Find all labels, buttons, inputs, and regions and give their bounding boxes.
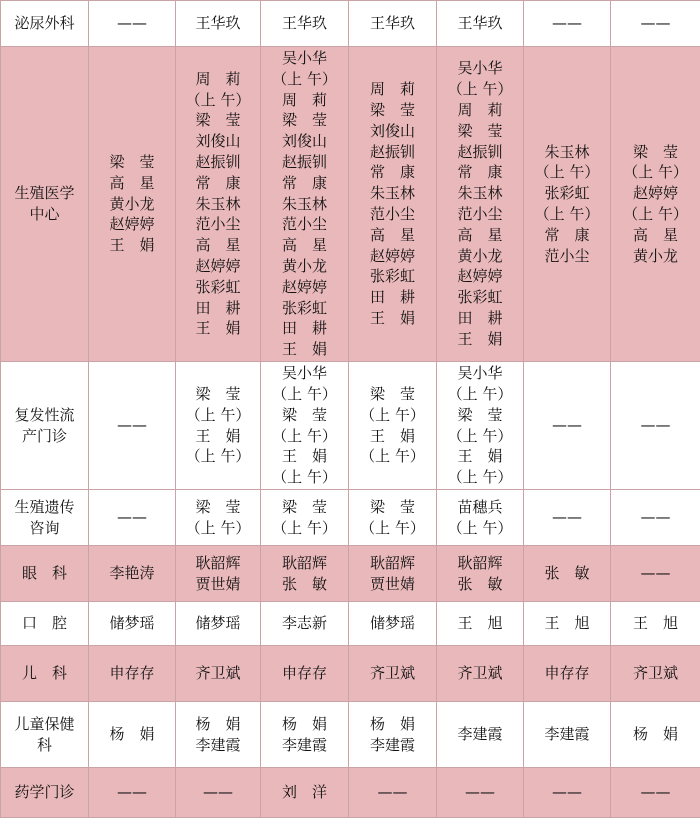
schedule-cell: 吴小华 （上 午） 周 莉 梁 莹 刘俊山 赵振钏 常 康 朱玉林 范小尘 高 星 黄小龙 赵婷婷 张彩虹 田 耕 王 娟 [261, 47, 349, 362]
table-row [1, 602, 700, 646]
schedule-cell: 申存存 [524, 646, 611, 702]
schedule-cell: 吴小华 （上 午） 梁 莹 （上 午） 王 娟 （上 午） [437, 362, 524, 490]
table-row [1, 702, 700, 768]
schedule-cell: 储梦瑶 [89, 602, 176, 646]
schedule-cell: —— [89, 1, 176, 47]
department-name: 复发性流 产门诊 [1, 362, 89, 490]
department-name: 生殖遗传 咨询 [1, 490, 89, 546]
department-name: 眼 科 [1, 546, 89, 602]
schedule-cell: 梁 莹 （上 午） [261, 490, 349, 546]
schedule-cell: 杨 娟 [89, 702, 176, 768]
schedule-cell: 周 莉 梁 莹 刘俊山 赵振钏 常 康 朱玉林 范小尘 高 星 赵婷婷 张彩虹 田 耕 王 娟 [349, 47, 437, 362]
schedule-cell: —— [524, 490, 611, 546]
schedule-cell: 李建霞 [437, 702, 524, 768]
table-row [1, 546, 700, 602]
schedule-cell: 耿韶辉 贾世婧 [349, 546, 437, 602]
schedule-cell: 储梦瑶 [176, 602, 261, 646]
schedule-cell: 王 旭 [524, 602, 611, 646]
schedule-cell: 杨 娟 [611, 702, 700, 768]
schedule-cell: 耿韶辉 贾世婧 [176, 546, 261, 602]
schedule-cell: 齐卫斌 [176, 646, 261, 702]
schedule-cell: 张 敏 [524, 546, 611, 602]
schedule-cell: 朱玉林 （上 午） 张彩虹 （上 午） 常 康 范小尘 [524, 47, 611, 362]
schedule-cell: —— [349, 768, 437, 818]
schedule-cell: —— [611, 546, 700, 602]
schedule-cell: 储梦瑶 [349, 602, 437, 646]
schedule-cell: 申存存 [261, 646, 349, 702]
department-name: 泌尿外科 [1, 1, 89, 47]
schedule-cell: 梁 莹 （上 午） 赵婷婷 （上 午） 高 星 黄小龙 [611, 47, 700, 362]
schedule-cell: 李建霞 [524, 702, 611, 768]
schedule-cell: 李志新 [261, 602, 349, 646]
schedule-cell: 王 旭 [611, 602, 700, 646]
schedule-cell: 刘 洋 [261, 768, 349, 818]
schedule-cell: 周 莉 （上 午） 梁 莹 刘俊山 赵振钏 常 康 朱玉林 范小尘 高 星 赵婷婷 张彩虹 田 耕 王 娟 [176, 47, 261, 362]
schedule-cell: 梁 莹 （上 午） [349, 490, 437, 546]
department-name: 儿童保健 科 [1, 702, 89, 768]
schedule-cell: 吴小华 （上 午） 梁 莹 （上 午） 王 娟 （上 午） [261, 362, 349, 490]
schedule-cell: 李艳涛 [89, 546, 176, 602]
department-name: 药学门诊 [1, 768, 89, 818]
schedule-cell: 齐卫斌 [437, 646, 524, 702]
schedule-cell: 申存存 [89, 646, 176, 702]
department-name: 口 腔 [1, 602, 89, 646]
schedule-cell: —— [176, 768, 261, 818]
schedule-cell: —— [524, 768, 611, 818]
schedule-cell: —— [611, 768, 700, 818]
schedule-cell: —— [89, 490, 176, 546]
schedule-cell: —— [611, 1, 700, 47]
schedule-cell: 耿韶辉 张 敏 [261, 546, 349, 602]
schedule-cell: 杨 娟 李建霞 [349, 702, 437, 768]
schedule-cell: 杨 娟 李建霞 [261, 702, 349, 768]
table-row [1, 362, 700, 490]
schedule-cell: 齐卫斌 [349, 646, 437, 702]
schedule-cell: 杨 娟 李建霞 [176, 702, 261, 768]
schedule-cell: 梁 莹 （上 午） [176, 490, 261, 546]
department-name: 生殖医学 中心 [1, 47, 89, 362]
schedule-cell: —— [89, 362, 176, 490]
schedule-cell: 王华玖 [349, 1, 437, 47]
schedule-cell: 王华玖 [261, 1, 349, 47]
schedule-cell: 王华玖 [437, 1, 524, 47]
schedule-cell: 梁 莹 （上 午） 王 娟 （上 午） [176, 362, 261, 490]
schedule-cell: 王 旭 [437, 602, 524, 646]
department-name: 儿 科 [1, 646, 89, 702]
schedule-cell: —— [437, 768, 524, 818]
schedule-cell: 梁 莹 （上 午） 王 娟 （上 午） [349, 362, 437, 490]
schedule-cell: 吴小华 （上 午） 周 莉 梁 莹 赵振钏 常 康 朱玉林 范小尘 高 星 黄小龙 赵婷婷 张彩虹 田 耕 王 娟 [437, 47, 524, 362]
schedule-cell: —— [524, 362, 611, 490]
schedule-cell: 耿韶辉 张 敏 [437, 546, 524, 602]
schedule-cell: —— [611, 490, 700, 546]
schedule-cell: 苗穗兵 （上 午） [437, 490, 524, 546]
table-row [1, 47, 700, 362]
schedule-cell: —— [611, 362, 700, 490]
table-row [1, 1, 700, 47]
table-row [1, 646, 700, 702]
schedule-cell: —— [89, 768, 176, 818]
table-row [1, 768, 700, 818]
schedule-cell: —— [524, 1, 611, 47]
schedule-cell: 梁 莹 高 星 黄小龙 赵婷婷 王 娟 [89, 47, 176, 362]
schedule-cell: 齐卫斌 [611, 646, 700, 702]
table-row [1, 490, 700, 546]
schedule-cell: 王华玖 [176, 1, 261, 47]
